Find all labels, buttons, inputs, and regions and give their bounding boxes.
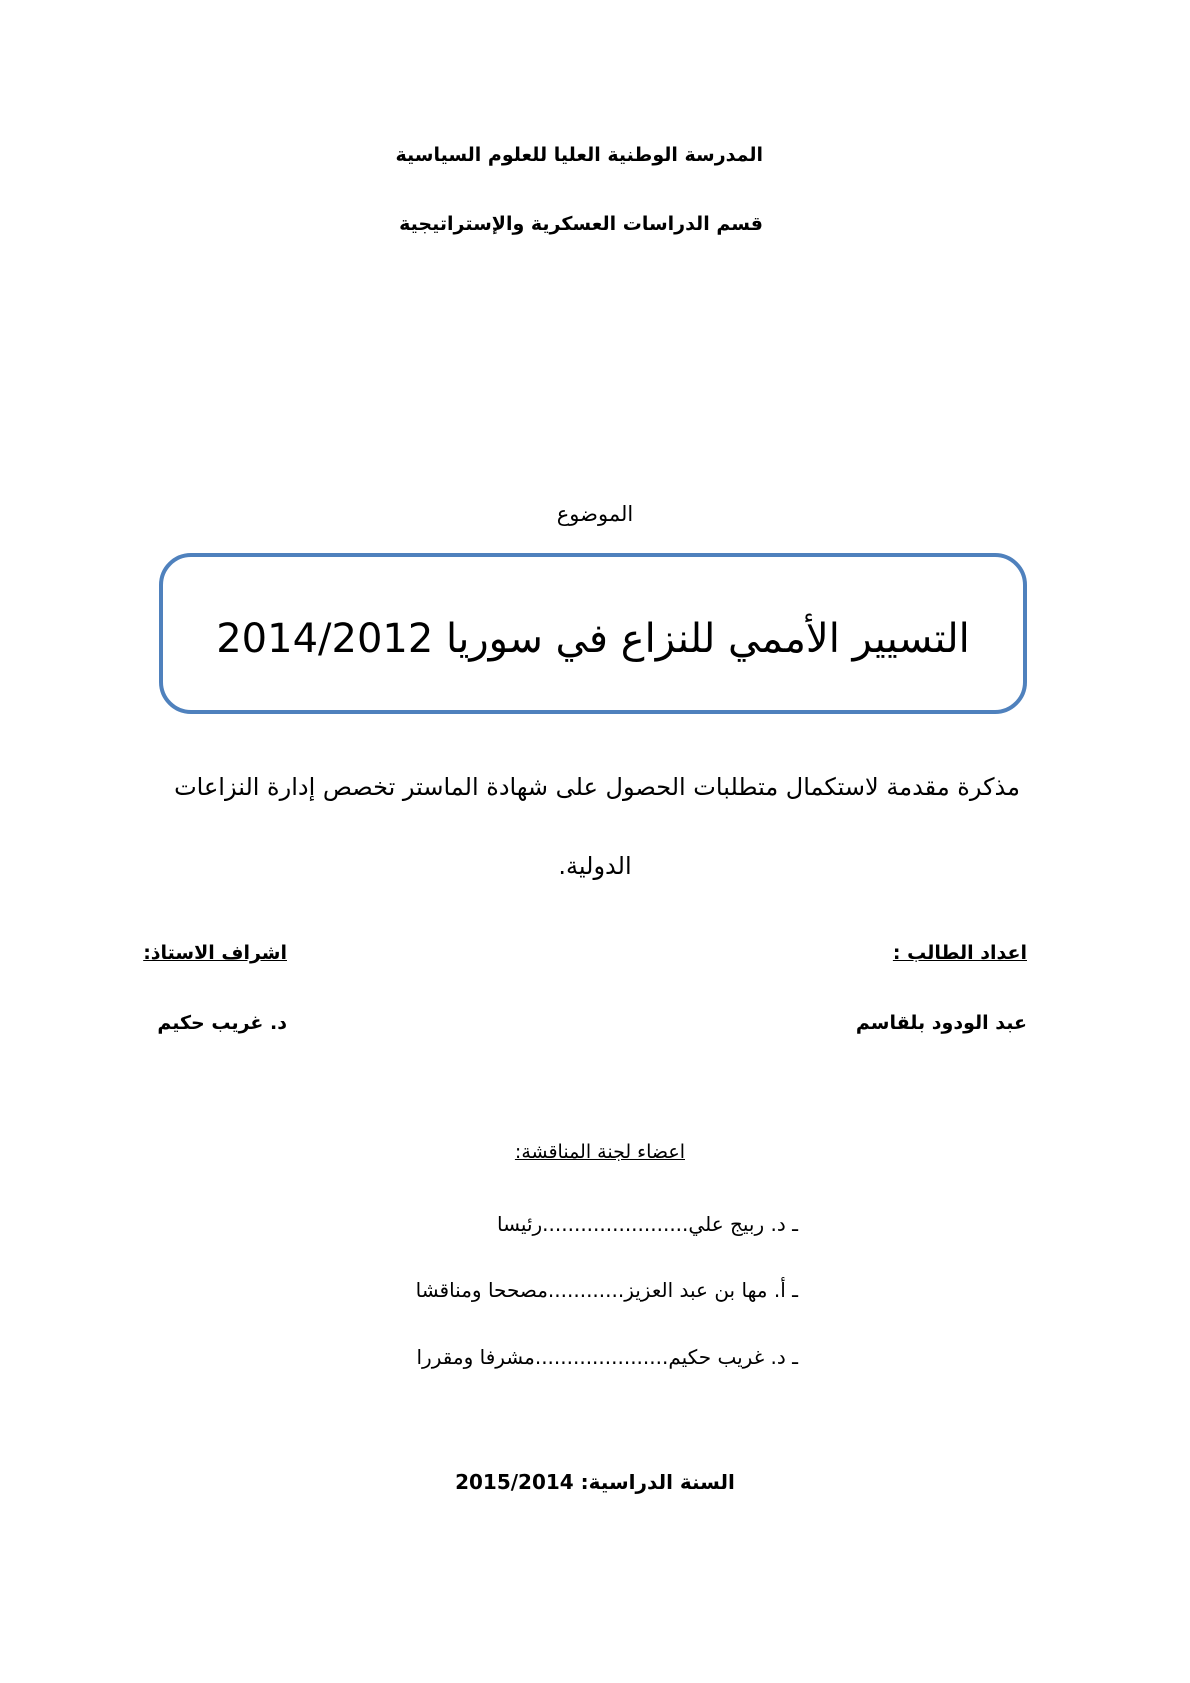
committee-member-examiner: ـ أ. مها بن عبد العزيز............مصححا ومناقشا <box>415 1278 798 1302</box>
committee-title: اعضاء لجنة المناقشة: <box>514 1141 685 1163</box>
committee-member-chair: ـ د. ربيج علي.......................رئيسا <box>496 1212 798 1236</box>
supervisor-label: اشراف الاستاذ: <box>143 942 287 964</box>
student-label: اعداد الطالب : <box>892 942 1027 964</box>
academic-year: السنة الدراسية: 2015/2014 <box>455 1470 735 1494</box>
department-name: قسم الدراسات العسكرية والإستراتيجية <box>399 213 763 235</box>
subject-label: الموضوع <box>556 502 634 526</box>
supervisor-name: د. غريب حكيم <box>157 1012 287 1034</box>
committee-member-supervisor: ـ د. غريب حكيم.....................مشرفا ومقررا <box>416 1345 798 1369</box>
thesis-title: التسيير الأممي للنزاع في سوريا 2014/2012 <box>216 616 970 662</box>
student-name: عبد الودود بلقاسم <box>855 1012 1027 1034</box>
title-box <box>159 553 1027 714</box>
description-line-1: مذكرة مقدمة لاستكمال متطلبات الحصول على شهادة الماستر تخصص إدارة النزاعات <box>174 773 1020 801</box>
school-name: المدرسة الوطنية العليا للعلوم السياسية <box>395 144 763 166</box>
description-line-2: الدولية. <box>558 852 632 880</box>
